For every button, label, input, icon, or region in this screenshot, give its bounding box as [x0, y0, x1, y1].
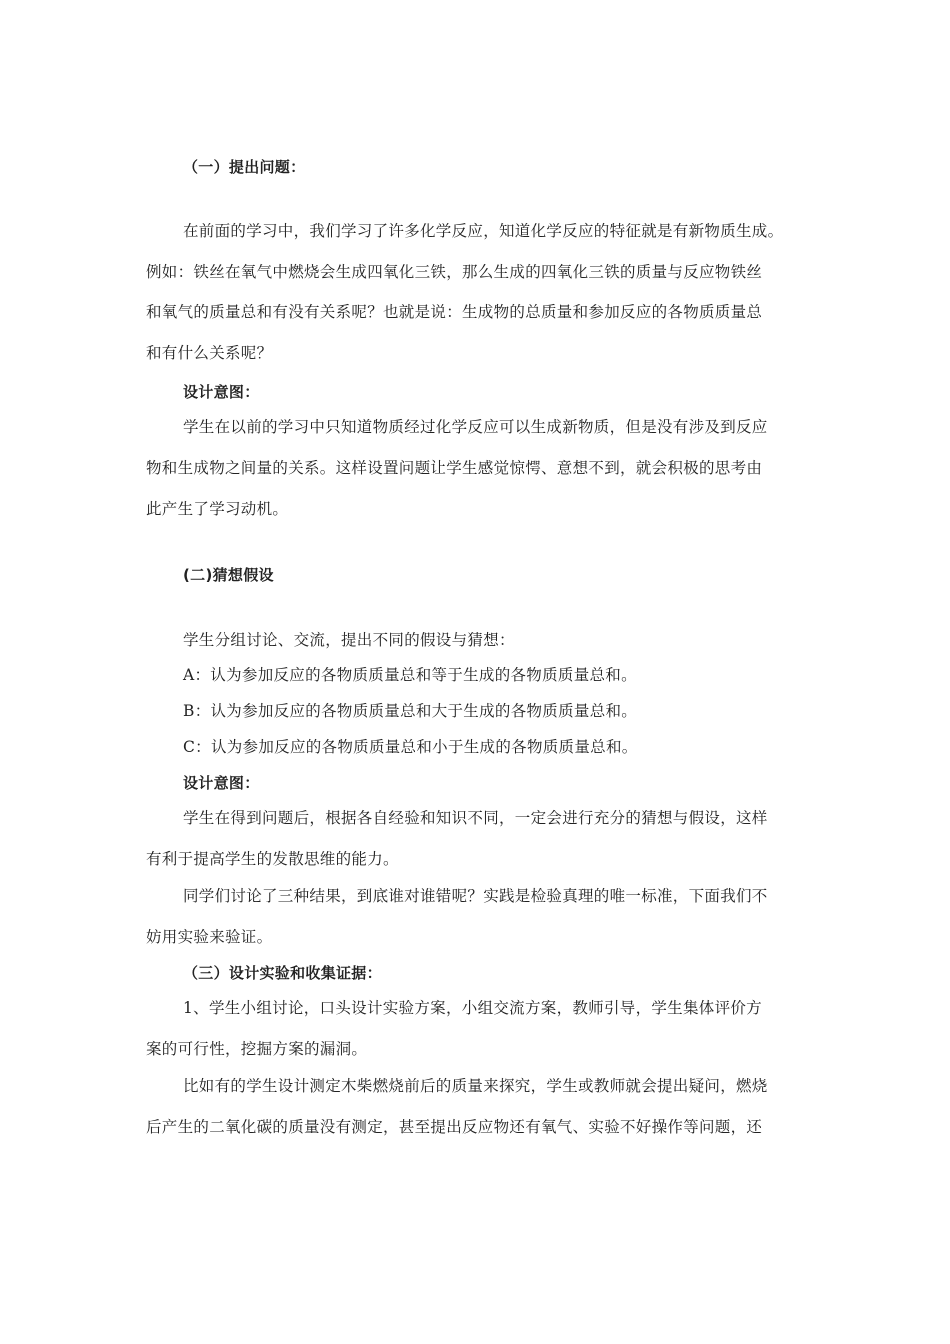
section1-para1-line4: 和有什么关系呢？	[146, 344, 273, 362]
section1-para1-line1: 在前面的学习中，我们学习了许多化学反应，知道化学反应的特征就是有新物质生成。	[183, 222, 784, 240]
section2-option-b: B：认为参加反应的各物质质量总和大于生成的各物质质量总和。	[183, 702, 638, 720]
section1-intent-line1: 学生在以前的学习中只知道物质经过化学反应可以生成新物质，但是没有涉及到反应	[183, 418, 768, 436]
section2-transition-line2: 妨用实验来验证。	[146, 928, 273, 946]
section1-intent-line3: 此产生了学习动机。	[146, 500, 289, 518]
section3-heading: （三）设计实验和收集证据：	[183, 964, 382, 982]
section1-para1-line2: 例如：铁丝在氧气中燃烧会生成四氧化三铁，那么生成的四氧化三铁的质量与反应物铁丝	[146, 263, 763, 281]
section2-intent-line2: 有利于提高学生的发散思维的能力。	[146, 850, 399, 868]
section3-para1-line1: 1、学生小组讨论，口头设计实验方案，小组交流方案，教师引导，学生集体评价方	[183, 999, 762, 1017]
section2-heading: (二)猜想假设	[183, 566, 274, 584]
section3-para2-line1: 比如有的学生设计测定木柴燃烧前后的质量来探究，学生或教师就会提出疑问，燃烧	[183, 1077, 768, 1095]
section2-intro: 学生分组讨论、交流，提出不同的假设与猜想：	[183, 631, 515, 649]
section1-intent-line2: 物和生成物之间量的关系。这样设置问题让学生感觉惊愕、意想不到，就会积极的思考由	[146, 459, 763, 477]
section2-option-a: A：认为参加反应的各物质质量总和等于生成的各物质质量总和。	[183, 666, 637, 684]
section1-intent-label: 设计意图：	[183, 383, 260, 401]
section2-intent-label: 设计意图：	[183, 774, 260, 792]
section3-para2-line2: 后产生的二氧化碳的质量没有测定，甚至提出反应物还有氧气、实验不好操作等问题，还	[146, 1118, 763, 1136]
section2-transition-line1: 同学们讨论了三种结果，到底谁对谁错呢？实践是检验真理的唯一标准，下面我们不	[183, 887, 768, 905]
section2-option-c: C：认为参加反应的各物质质量总和小于生成的各物质质量总和。	[183, 738, 638, 756]
section2-intent-line1: 学生在得到问题后，根据各自经验和知识不同，一定会进行充分的猜想与假设，这样	[183, 809, 768, 827]
section1-para1-line3: 和氧气的质量总和有没有关系呢？也就是说：生成物的总质量和参加反应的各物质质量总	[146, 303, 763, 321]
section1-heading: （一）提出问题：	[183, 158, 306, 176]
section3-para1-line2: 案的可行性，挖掘方案的漏洞。	[146, 1040, 368, 1058]
